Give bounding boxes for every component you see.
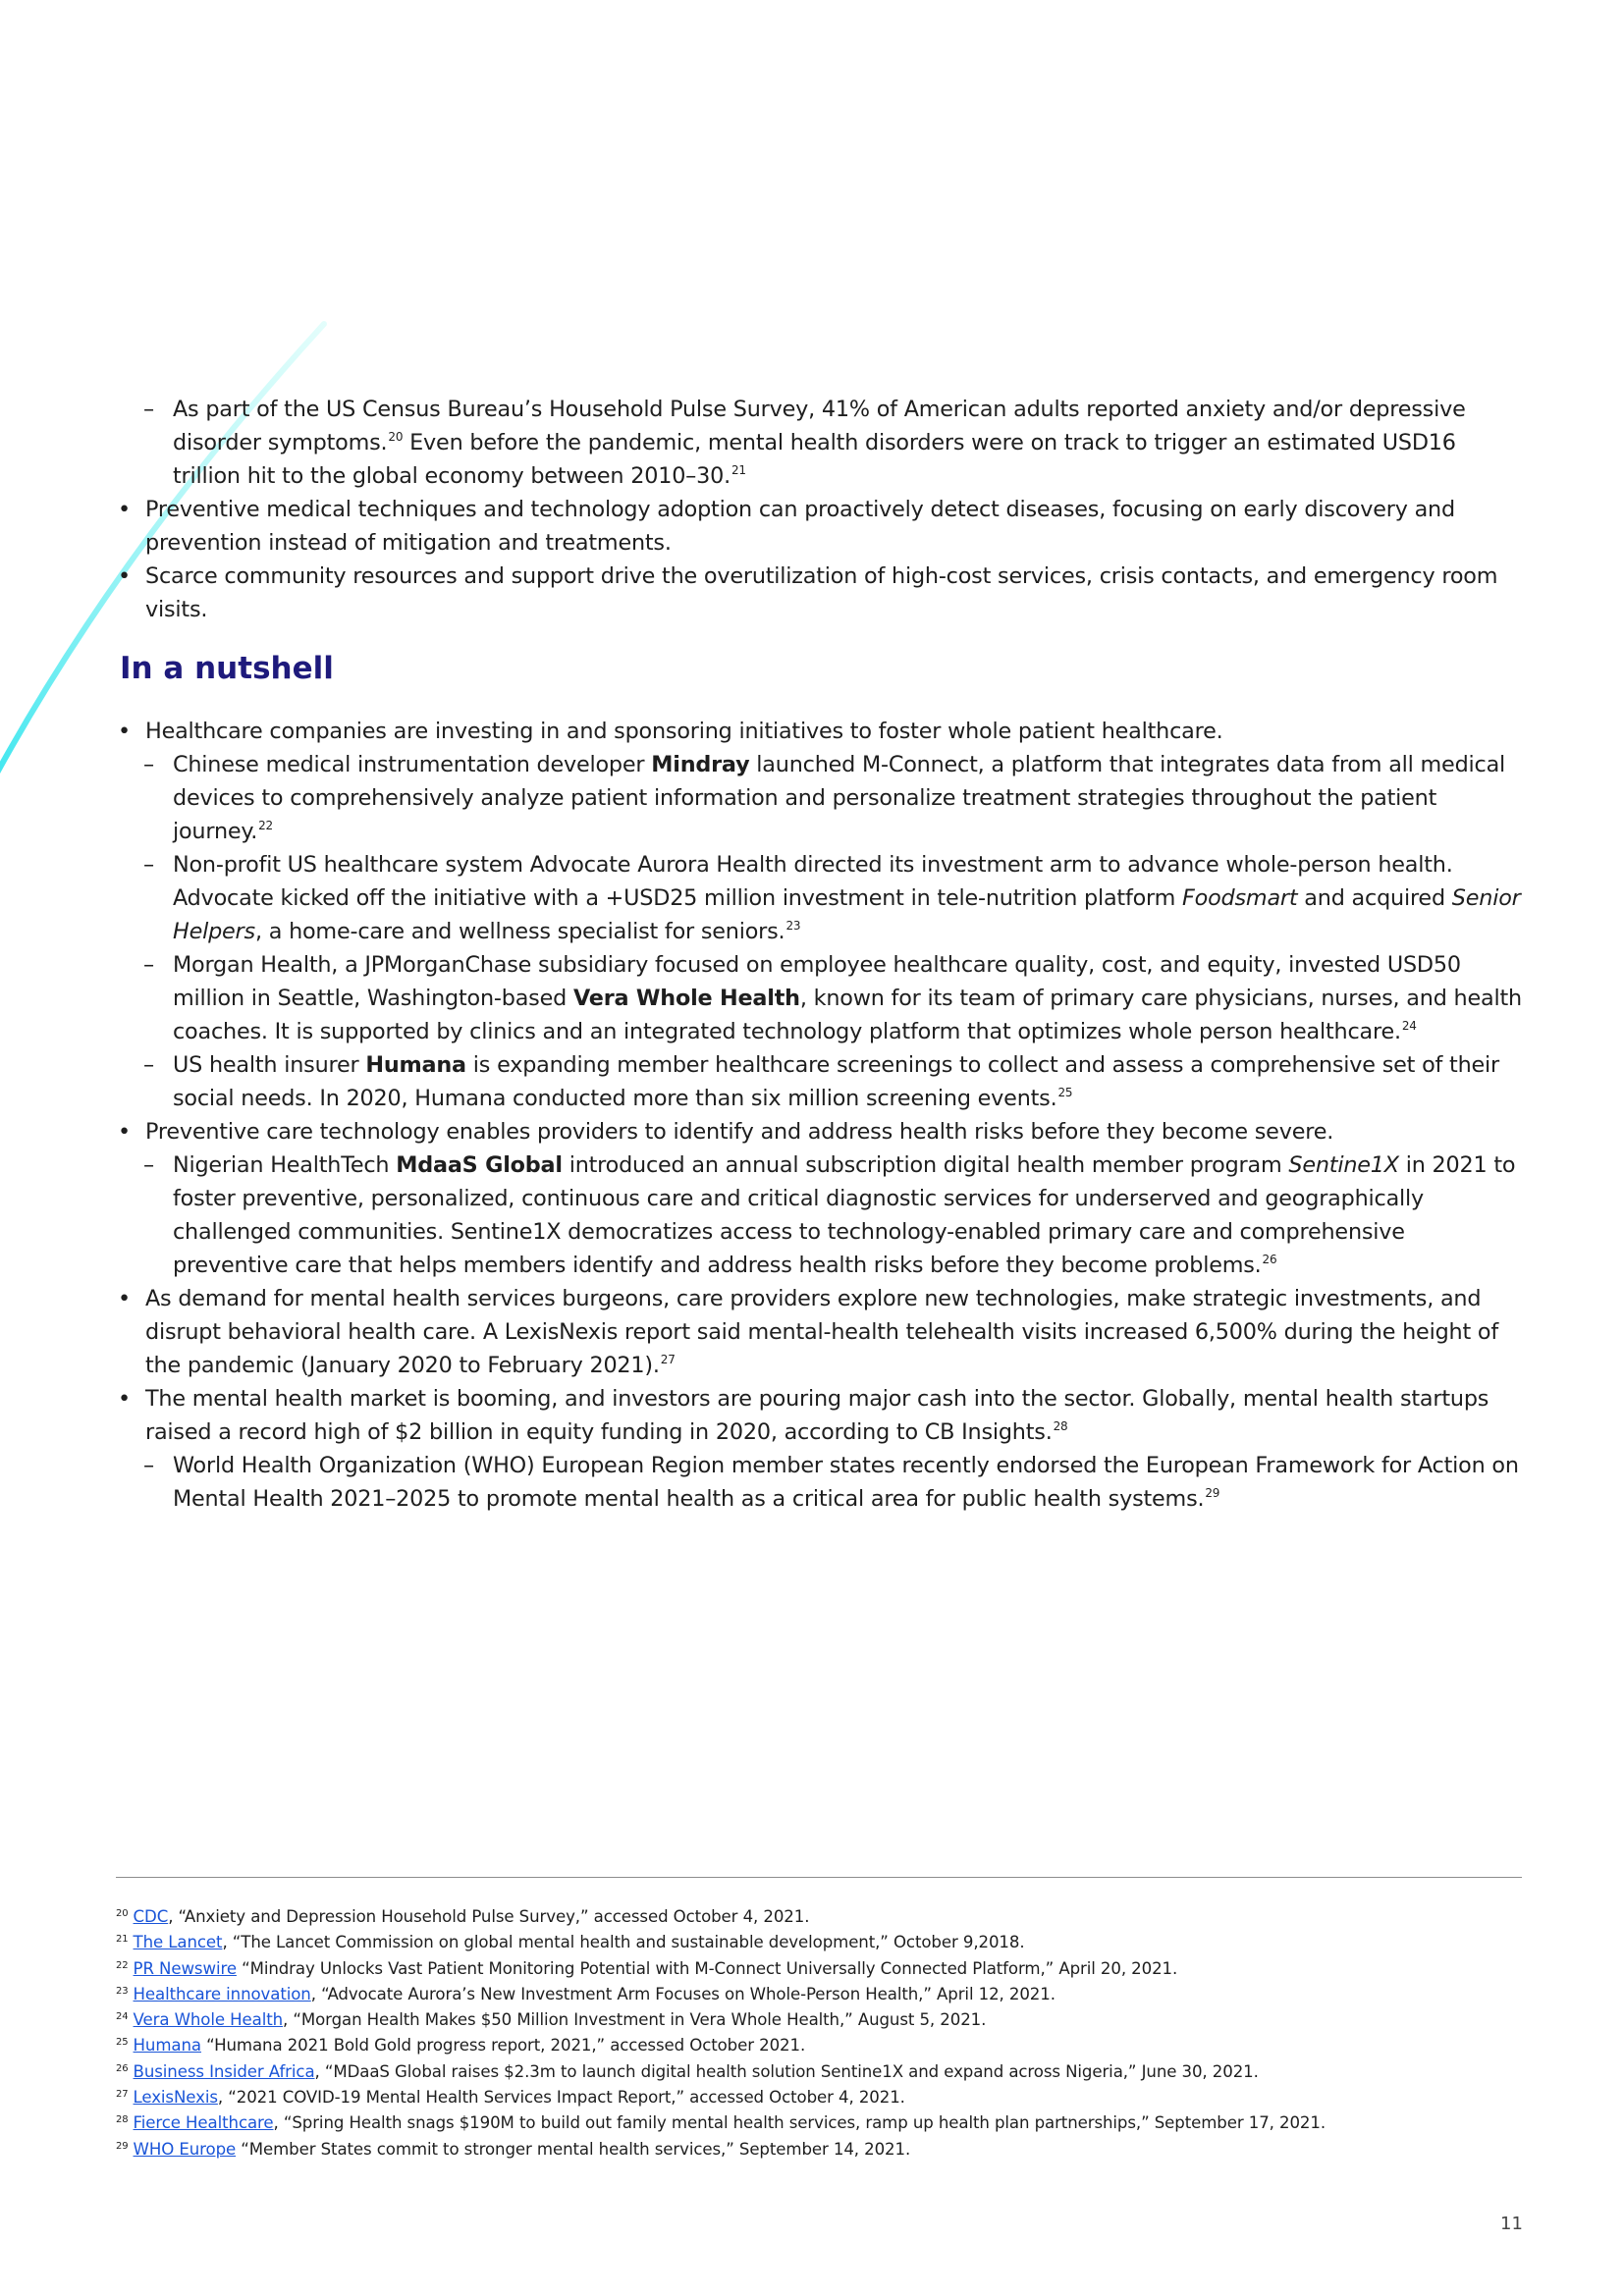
footnote-ref: 28 xyxy=(1053,1419,1068,1433)
footnote-ref: 21 xyxy=(731,463,746,477)
footnote xyxy=(116,2059,1522,2085)
bullet-item xyxy=(116,1282,1522,1382)
footnote-ref: 27 xyxy=(660,1353,676,1366)
bullet-marker: • xyxy=(118,1286,131,1311)
text-run: Even before the pandemic, mental health disorders were on track to trigger an estimated USD16 trillion hit to the global economy between 2010–30. xyxy=(173,430,1456,489)
text-run: The mental health market is booming, and investors are pouring major cash into the sector. Globally, mental health startups raised a record high of $2 billion in equity funding in 2020, according to CB Insights. xyxy=(145,1386,1489,1445)
footnote xyxy=(116,1930,1522,1955)
italic-name: Foodsmart xyxy=(1182,885,1298,911)
sub-bullet-item xyxy=(116,948,1522,1048)
footnote-number: 29 xyxy=(116,2140,129,2152)
text-run: launched M-Connect, a platform that integrates data from all medical devices to comprehensively analyze patient information and personalize treatment strategies throughout the patient journey. xyxy=(173,752,1506,844)
text-run: World Health Organization (WHO) European Region member states recently endorsed the European Framework for Action on Mental Health 2021–2025 to promote mental health as a critical area for public health systems. xyxy=(173,1453,1519,1512)
text-run: Nigerian HealthTech xyxy=(173,1152,397,1178)
text-run: , a home-care and wellness specialist for seniors. xyxy=(254,919,785,944)
footnote-ref: 23 xyxy=(785,919,801,933)
text-run: is expanding member healthcare screenings to collect and assess a comprehensive set of their social needs. In 2020, Humana conducted more than six million screening events. xyxy=(173,1052,1500,1111)
footnote-text: , “Anxiety and Depression Household Pulse Survey,” accessed October 4, 2021. xyxy=(168,1907,810,1926)
bullet-marker: • xyxy=(118,719,131,744)
text-run: in 2021 to foster preventive, personalized, continuous care and critical diagnostic services for underserved and geographically challenged communities. Sentine1X democratizes access to technology-enabled primary care and comprehensive preventive care that helps members identify and address health risks before they become problems. xyxy=(173,1152,1516,1278)
text-run: Preventive care technology enables providers to identify and address health risks before they become severe. xyxy=(145,1119,1334,1145)
footnote-ref: 29 xyxy=(1205,1486,1220,1500)
footnote-text: , “Spring Health snags $190M to build out family mental health services, ramp up health plan partnerships,” September 17, 2021. xyxy=(273,2113,1326,2133)
bullet-item xyxy=(116,560,1522,626)
footnote-source-link[interactable]: The Lancet xyxy=(133,1933,223,1952)
sub-bullet-item xyxy=(116,1148,1522,1282)
footnote-text: , “Morgan Health Makes $50 Million Investment in Vera Whole Health,” August 5, 2021. xyxy=(283,2010,987,2030)
footnote-text: “Humana 2021 Bold Gold progress report, 2021,” accessed October 2021. xyxy=(200,2036,806,2056)
section-heading: In a nutshell xyxy=(120,651,334,686)
dash-marker: – xyxy=(143,397,154,422)
footnote-number: 28 xyxy=(116,2114,129,2126)
text-run: As demand for mental health services burgeons, care providers explore new technologies, make strategic investments, and disrupt behavioral health care. A LexisNexis report said mental-health telehealth visits increased 6,500% during the height of the pandemic (January 2020 to February 2021). xyxy=(145,1286,1498,1378)
bullet-item xyxy=(116,1382,1522,1449)
footnote-number: 20 xyxy=(116,1908,129,1919)
footnote-number: 27 xyxy=(116,2089,129,2101)
footnote-number: 23 xyxy=(116,1985,129,1997)
dash-marker: – xyxy=(143,852,154,878)
footnote-source-link[interactable]: Business Insider Africa xyxy=(133,2061,315,2081)
intro-bullet-list xyxy=(116,393,1522,626)
sub-bullet-item xyxy=(116,748,1522,848)
footnote-text: , “The Lancet Commission on global mental health and sustainable development,” October 9,2018. xyxy=(222,1933,1025,1952)
bullet-item xyxy=(116,715,1522,748)
footnote-source-link[interactable]: LexisNexis xyxy=(133,2088,218,2108)
footnote-number: 21 xyxy=(116,1934,129,1946)
footnote xyxy=(116,1982,1522,2007)
footnote-source-link[interactable]: Healthcare innovation xyxy=(133,1984,311,2003)
footnote-source-link[interactable]: Vera Whole Health xyxy=(133,2010,284,2030)
text-run: , known for its team of primary care physicians, nurses, and health coaches. It is supported by clinics and an integrated technology platform that optimizes whole person healthcare. xyxy=(173,986,1522,1044)
footnote xyxy=(116,1956,1522,1982)
footnote-ref: 25 xyxy=(1057,1086,1073,1099)
footnote-source-link[interactable]: Fierce Healthcare xyxy=(133,2113,274,2133)
footnote-number: 25 xyxy=(116,2037,129,2049)
footnotes xyxy=(116,1904,1522,2163)
text-run: As part of the US Census Bureau’s Household Pulse Survey, 41% of American adults reported anxiety and/or depressive disorder symptoms. xyxy=(173,397,1466,455)
italic-name: Senior Helpers xyxy=(173,885,1521,944)
text-run: Healthcare companies are investing in and sponsoring initiatives to foster whole patient healthcare. xyxy=(145,719,1223,744)
sub-bullet-item xyxy=(116,848,1522,948)
footnote-source-link[interactable]: PR Newswire xyxy=(133,1958,237,1978)
bullet-item xyxy=(116,1115,1522,1148)
footnote xyxy=(116,2137,1522,2163)
footnote-text: , “Advocate Aurora’s New Investment Arm Focuses on Whole-Person Health,” April 12, 2021. xyxy=(310,1984,1056,2003)
footnote-source-link[interactable]: Humana xyxy=(133,2036,201,2056)
text-run: and acquired xyxy=(1297,885,1452,911)
footnote xyxy=(116,2110,1522,2136)
footnote-divider xyxy=(116,1877,1522,1878)
bold-name: Vera Whole Health xyxy=(572,986,800,1011)
footnote-ref: 20 xyxy=(388,430,404,444)
italic-name: Sentine1X xyxy=(1288,1152,1399,1178)
footnote-number: 24 xyxy=(116,2011,129,2023)
footnote-number: 26 xyxy=(116,2062,129,2074)
footnote-text: , “MDaaS Global raises $2.3m to launch digital health solution Sentine1X and expand across Nigeria,” June 30, 2021. xyxy=(314,2061,1259,2081)
footnote-source-link[interactable]: WHO Europe xyxy=(133,2139,237,2159)
bold-name: Humana xyxy=(365,1052,466,1078)
bold-name: MdaaS Global xyxy=(396,1152,563,1178)
dash-marker: – xyxy=(143,1052,154,1078)
bullet-marker: • xyxy=(118,497,131,522)
dash-marker: – xyxy=(143,952,154,978)
footnote-source-link[interactable]: CDC xyxy=(133,1907,169,1926)
bullet-marker: • xyxy=(118,563,131,589)
body-content xyxy=(116,393,1522,1516)
footnote-ref: 26 xyxy=(1262,1253,1277,1266)
text-run: Chinese medical instrumentation developer xyxy=(173,752,652,777)
dash-marker: – xyxy=(143,752,154,777)
sub-bullet-item xyxy=(116,1449,1522,1516)
text-run: Scarce community resources and support drive the overutilization of high-cost services, crisis contacts, and emergency room visits. xyxy=(145,563,1498,622)
bullet-marker: • xyxy=(118,1386,131,1412)
text-run: introduced an annual subscription digital health member program xyxy=(562,1152,1289,1178)
page-number: 11 xyxy=(1500,2214,1523,2234)
bullet-item xyxy=(116,493,1522,560)
dash-marker: – xyxy=(143,1453,154,1478)
footnote-text: “Mindray Unlocks Vast Patient Monitoring Potential with M-Connect Universally Connected Platform,” April 20, 2021. xyxy=(236,1958,1178,1978)
text-run: US health insurer xyxy=(173,1052,366,1078)
footnote-text: , “2021 COVID-19 Mental Health Services Impact Report,” accessed October 4, 2021. xyxy=(217,2088,905,2108)
nutshell-bullet-list xyxy=(116,715,1522,1516)
footnote-ref: 24 xyxy=(1401,1019,1417,1033)
footnote-number: 22 xyxy=(116,1959,129,1971)
text-run: Preventive medical techniques and technology adoption can proactively detect diseases, focusing on early discovery and prevention instead of mitigation and treatments. xyxy=(145,497,1455,556)
bullet-marker: • xyxy=(118,1119,131,1145)
sub-bullet-item xyxy=(116,1048,1522,1115)
footnote xyxy=(116,2007,1522,2033)
bold-name: Mindray xyxy=(651,752,750,777)
footnote xyxy=(116,2085,1522,2110)
sub-bullet-item xyxy=(116,393,1522,493)
footnote-text: “Member States commit to stronger mental health services,” September 14, 2021. xyxy=(236,2139,911,2159)
text-run: Non-profit US healthcare system Advocate Aurora Health directed its investment arm to advance whole-person health. Advocate kicked off the initiative with a +USD25 million investment in tele-nutrition platform xyxy=(173,852,1453,911)
footnote-ref: 22 xyxy=(258,819,273,832)
footnote xyxy=(116,1904,1522,1930)
dash-marker: – xyxy=(143,1152,154,1178)
footnote xyxy=(116,2033,1522,2058)
text-run: Morgan Health, a JPMorganChase subsidiary focused on employee healthcare quality, cost, and equity, invested USD50 million in Seattle, Washington-based xyxy=(173,952,1461,1011)
